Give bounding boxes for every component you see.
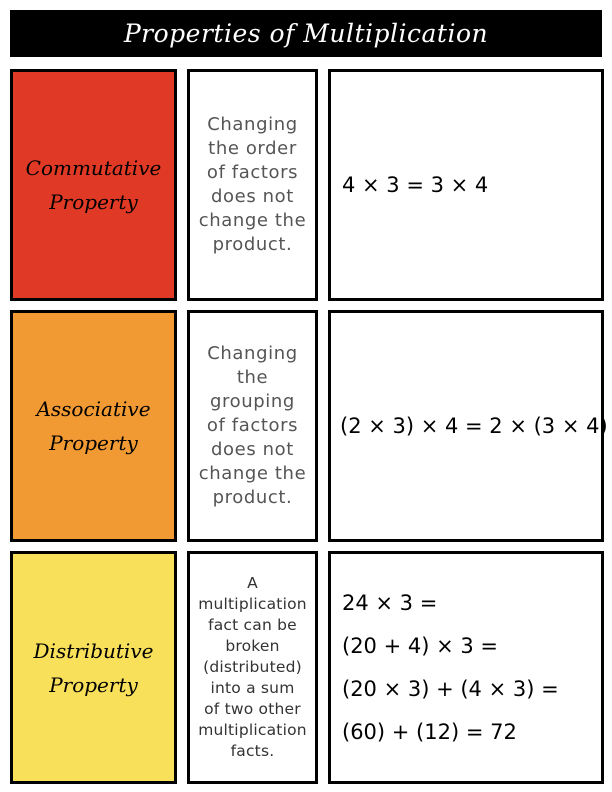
commutative-property-example-card [328, 69, 604, 301]
distributive-property-definition: A multiplication fact can be broken (distributed) into a sum of two other multiplication facts. [198, 574, 307, 760]
distributive-property-example-card [328, 551, 604, 784]
page-title: Properties of Multiplication [10, 10, 602, 57]
commutative-property-name-card [10, 69, 177, 301]
commutative-property-definition: Changing the order of factors does not change the product. [198, 114, 307, 255]
associative-property-name: Associative Property [36, 397, 151, 455]
distributive-example-line: (20 × 3) + (4 × 3) = [342, 676, 559, 701]
commutative-property-example: 4 × 3 = 3 × 4 [342, 173, 489, 197]
associative-property-example-card [328, 310, 608, 542]
distributive-property-name: Distributive Property [33, 638, 154, 697]
associative-property-example: (2 × 3) × 4 = 2 × (3 × 4) [340, 414, 608, 438]
commutative-property-name: Commutative Property [25, 156, 162, 214]
distributive-example-line: (60) + (12) = 72 [342, 719, 517, 744]
distributive-example-line: 24 × 3 = [342, 590, 438, 615]
associative-property-definition-card [187, 310, 318, 542]
distributive-property-name-card [10, 551, 177, 784]
distributive-example-line: (20 + 4) × 3 = [342, 633, 498, 658]
distributive-property-definition-card [187, 551, 318, 784]
commutative-property-definition-card [187, 69, 318, 301]
associative-property-definition: Changing the grouping of factors does not change the product. [198, 343, 307, 508]
associative-property-name-card [10, 310, 177, 542]
